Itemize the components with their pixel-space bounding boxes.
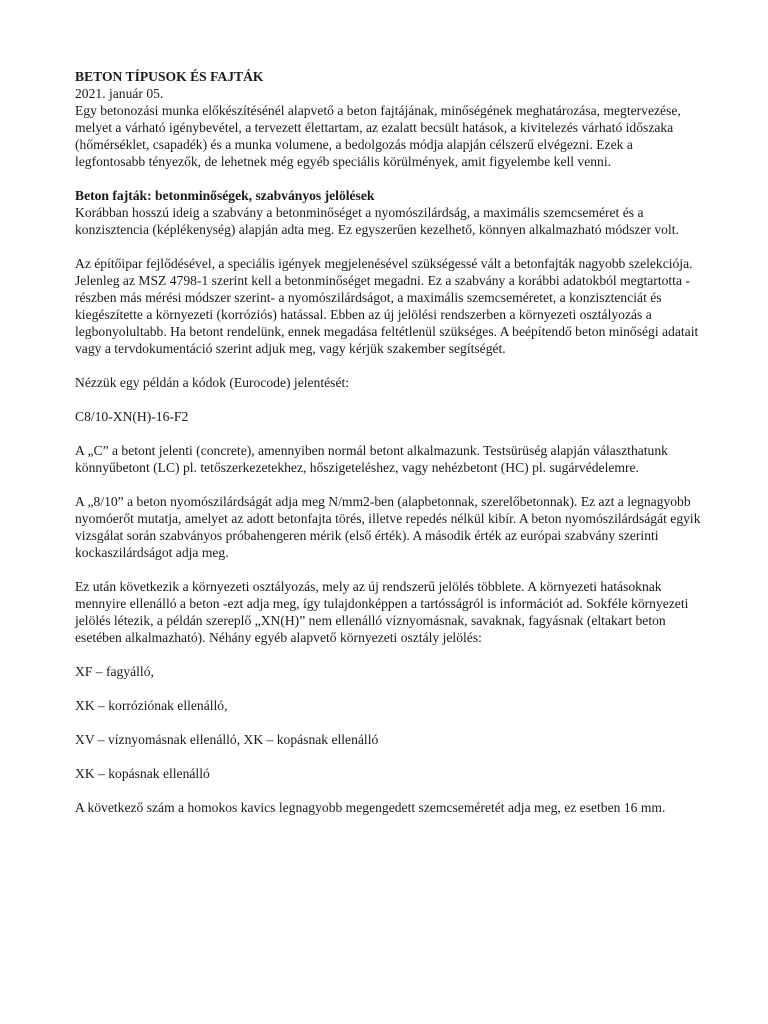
list-item: XV – víznyomásnak ellenálló, XK – kopásnak ellenálló [75, 732, 379, 747]
code-example: C8/10-XN(H)-16-F2 [75, 409, 189, 424]
document-date: 2021. január 05. [75, 86, 164, 101]
intro-paragraph: Egy betonozási munka előkészítésénél alapvető a beton fajtájának, minőségének meghatározása, megtervezése, melyet a várható igénybevétel, a tervezett élettartam, az ezalatt becsült hatások, a kivitelezés várható időszaka (hőmérséklet, csapadék) és a munka volumene, a bedolgozás módja alapján célszerű elvégezni. Ezek a legfontosabb tényezők, de lehetnek még egyéb speciális körülmények, amit figyelembe kell venni. [75, 103, 681, 169]
list-item: XF – fagyálló, [75, 664, 154, 679]
paragraph: A következő szám a homokos kavics legnagyobb megengedett szemcseméretét adja meg, ez esetben 16 mm. [75, 800, 666, 815]
paragraph: A „8/10” a beton nyomószilárdságát adja meg N/mm2-ben (alapbetonnak, szerelőbetonnak). Ez azt a legnagyobb nyomóerőt mutatja, amelyet az adott betonfajta törés, illetve repedés nélkül kibír. A beton nyomószilárdságát egyik vizsgálat során szabványos próbahengeren mérik (első érték). A második érték az európai szabvány szerinti kockaszilárdságot adja meg. [75, 494, 701, 560]
document-title: BETON TÍPUSOK ÉS FAJTÁK [75, 69, 264, 84]
paragraph: Nézzük egy példán a kódok (Eurocode) jelentését: [75, 375, 350, 390]
paragraph: A „C” a betont jelenti (concrete), amennyiben normál betont alkalmazunk. Testsürüség alapján választhatunk könnyűbetont (LC) pl. tetőszerkezetekhez, hőszigeteléshez, vagy nehézbetont (HC) pl. sugárvédelemre. [75, 443, 668, 475]
list-item: XK – korróziónak ellenálló, [75, 698, 228, 713]
paragraph: Az építőipar fejlődésével, a speciális igények megjelenésével szükségessé vált a betonfajták nagyobb szelekciója. Jelenleg az MSZ 4798-1 szerint kell a betonminőséget megadni. Ez a szabvány a korábbi adatokból megtartotta -részben más mérési módszer szerint- a nyomószilárdságot, a maximális szemcseméretet, a konzisztenciát és kiegészítette a környezeti (korróziós) hatással. Ebben az új jelölési rendszerben a környezeti osztályozás a legbonyolultabb. Ha betont rendelünk, ennek megadása feltétlenül szükséges. A beépítendő beton minőségi adatait vagy a tervdokumentáció szerint adjuk meg, vagy kérjük szakember segítségét. [75, 256, 699, 356]
paragraph: Korábban hosszú ideig a szabvány a betonminőséget a nyomószilárdság, a maximális szemcseméret és a konzisztencia (képlékenység) alapján adta meg. Ez egyszerűen kezelhető, könnyen alkalmazható módszer volt. [75, 205, 679, 237]
paragraph: Ez után következik a környezeti osztályozás, mely az új rendszerű jelölés többlete. A környezeti hatásoknak mennyire ellenálló a beton -ezt adja meg, így tulajdonképpen a tartósságról is információt ad. Sokféle környezeti jelölés létezik, a példán szereplő „XN(H)” nem ellenálló víznyomásnak, savaknak, fagyásnak (eltakart beton esetében alkalmazható). Néhány egyéb alapvető környezeti osztály jelölés: [75, 579, 689, 645]
document-page [75, 68, 705, 816]
list-item: XK – kopásnak ellenálló [75, 766, 210, 781]
section-heading: Beton fajták: betonminőségek, szabványos jelölések [75, 188, 375, 203]
